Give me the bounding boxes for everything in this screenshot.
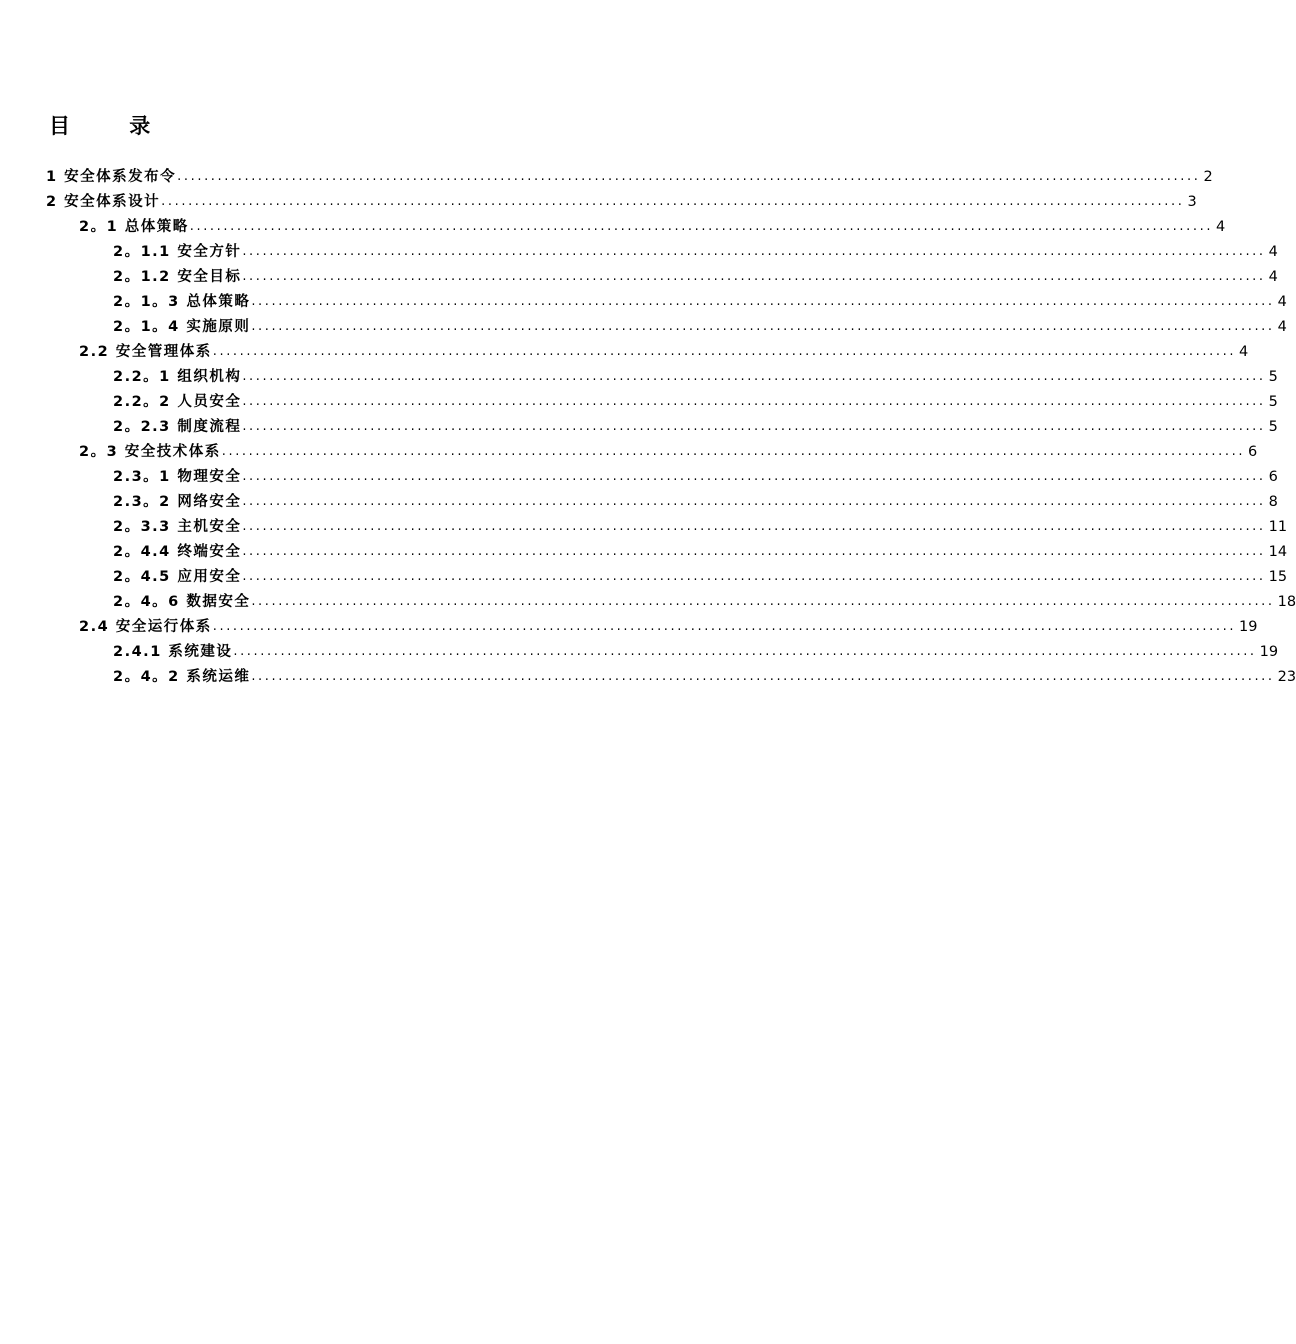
toc-entry[interactable] bbox=[0, 562, 1288, 587]
toc-entry-label: 2。4.5 应用安全 bbox=[113, 569, 242, 585]
toc-dot-leader: ........................................................................................................................................................ bbox=[242, 569, 1266, 584]
toc-entry-label: 1 安全体系发布令 bbox=[46, 169, 177, 185]
toc-entry[interactable] bbox=[0, 387, 1278, 412]
toc-entry[interactable] bbox=[0, 462, 1278, 487]
toc-entry-page: 2 bbox=[1203, 169, 1213, 185]
toc-entry-page: 6 bbox=[1248, 444, 1258, 460]
toc-entry[interactable] bbox=[0, 437, 1258, 462]
toc-dot-leader: ........................................................................................................................................................ bbox=[242, 469, 1266, 484]
toc-title: 目 录 bbox=[49, 114, 177, 138]
toc-entry-page: 23 bbox=[1277, 669, 1296, 685]
toc-entry-label: 2。4.4 终端安全 bbox=[113, 544, 242, 560]
toc-entry[interactable] bbox=[0, 162, 1213, 187]
toc-entry[interactable] bbox=[0, 212, 1226, 237]
toc-entry-page: 4 bbox=[1268, 244, 1278, 260]
toc-dot-leader: ........................................................................................................................................................ bbox=[242, 394, 1266, 409]
toc-entry[interactable] bbox=[0, 637, 1279, 662]
toc-dot-leader: ........................................................................................................................................................ bbox=[242, 494, 1266, 509]
toc-entry[interactable] bbox=[0, 587, 1296, 612]
toc-dot-leader: ........................................................................................................................................................ bbox=[242, 519, 1266, 534]
toc-entry-label: 2。3.3 主机安全 bbox=[113, 519, 242, 535]
toc-dot-leader: ........................................................................................................................................................ bbox=[189, 219, 1214, 234]
toc-entry-label: 2.4 安全运行体系 bbox=[79, 619, 212, 635]
toc-entry-page: 8 bbox=[1268, 494, 1278, 510]
toc-entry[interactable] bbox=[0, 362, 1278, 387]
toc-entry-page: 4 bbox=[1277, 294, 1287, 310]
toc-entry-page: 14 bbox=[1268, 544, 1288, 560]
toc-entry-label: 2。1 总体策略 bbox=[79, 219, 189, 235]
toc-dot-leader: ........................................................................................................................................................ bbox=[212, 619, 1237, 634]
toc-dot-leader: ........................................................................................................................................................ bbox=[251, 669, 1275, 684]
toc-dot-leader: ........................................................................................................................................................ bbox=[242, 269, 1266, 284]
toc-dot-leader: ........................................................................................................................................................ bbox=[242, 544, 1266, 559]
toc-entry-label: 2。4。6 数据安全 bbox=[113, 594, 251, 610]
toc-entry-page: 6 bbox=[1268, 469, 1278, 485]
toc-dot-leader: ........................................................................................................................................................ bbox=[212, 344, 1237, 359]
toc-dot-leader: ........................................................................................................................................................ bbox=[251, 319, 1275, 334]
toc-entry[interactable] bbox=[0, 612, 1258, 637]
toc-dot-leader: ........................................................................................................................................................ bbox=[242, 419, 1266, 434]
toc-entry[interactable] bbox=[0, 337, 1249, 362]
toc-entry[interactable] bbox=[0, 537, 1288, 562]
toc-entry-page: 4 bbox=[1216, 219, 1226, 235]
toc-entry[interactable] bbox=[0, 262, 1278, 287]
toc-entry-label: 2。1.1 安全方针 bbox=[113, 244, 242, 260]
toc-entry-label: 2.4.1 系统建设 bbox=[113, 644, 233, 660]
toc-dot-leader: ........................................................................................................................................................ bbox=[221, 444, 1246, 459]
toc-entry-label: 2 安全体系设计 bbox=[46, 194, 161, 210]
toc-entry-label: 2.2。1 组织机构 bbox=[113, 369, 242, 385]
toc-entry-page: 19 bbox=[1239, 619, 1258, 635]
toc-dot-leader: ........................................................................................................................................................ bbox=[233, 644, 1257, 659]
toc-entry-label: 2.3。1 物理安全 bbox=[113, 469, 242, 485]
toc-entry[interactable] bbox=[0, 312, 1287, 337]
toc-entry-label: 2。2.3 制度流程 bbox=[113, 419, 242, 435]
toc-entry[interactable] bbox=[0, 237, 1278, 262]
toc-entry-page: 4 bbox=[1277, 319, 1287, 335]
toc-dot-leader: ........................................................................................................................................................ bbox=[161, 194, 1185, 209]
toc-entry[interactable] bbox=[0, 487, 1278, 512]
toc-entry-label: 2.2 安全管理体系 bbox=[79, 344, 212, 360]
toc-entry-page: 3 bbox=[1187, 194, 1197, 210]
toc-entry-page: 18 bbox=[1277, 594, 1296, 610]
toc-entry-label: 2。1。3 总体策略 bbox=[113, 294, 251, 310]
toc-entry-label: 2。1。4 实施原则 bbox=[113, 319, 251, 335]
toc-entry[interactable] bbox=[0, 412, 1278, 437]
toc-entry-page: 5 bbox=[1268, 419, 1278, 435]
toc-entry-page: 15 bbox=[1268, 569, 1288, 585]
toc-entry-label: 2。3 安全技术体系 bbox=[79, 444, 221, 460]
toc-entry-label: 2。4。2 系统运维 bbox=[113, 669, 251, 685]
toc-entry-label: 2.3。2 网络安全 bbox=[113, 494, 242, 510]
toc-entry-page: 5 bbox=[1268, 369, 1278, 385]
toc-dot-leader: ........................................................................................................................................................ bbox=[177, 169, 1201, 184]
toc-entry-page: 5 bbox=[1268, 394, 1278, 410]
toc-dot-leader: ........................................................................................................................................................ bbox=[251, 294, 1275, 309]
toc-entry-page: 4 bbox=[1268, 269, 1278, 285]
toc-dot-leader: ........................................................................................................................................................ bbox=[251, 594, 1275, 609]
toc-entry[interactable] bbox=[0, 512, 1288, 537]
toc-dot-leader: ........................................................................................................................................................ bbox=[242, 369, 1266, 384]
toc-entry-page: 11 bbox=[1268, 519, 1288, 535]
toc-list bbox=[0, 162, 1296, 687]
toc-entry-label: 2。1.2 安全目标 bbox=[113, 269, 242, 285]
toc-entry[interactable] bbox=[0, 187, 1197, 212]
toc-entry-page: 19 bbox=[1259, 644, 1279, 660]
toc-dot-leader: ........................................................................................................................................................ bbox=[242, 244, 1266, 259]
toc-entry[interactable] bbox=[0, 287, 1287, 312]
toc-entry[interactable] bbox=[0, 662, 1296, 687]
toc-entry-label: 2.2。2 人员安全 bbox=[113, 394, 242, 410]
toc-entry-page: 4 bbox=[1239, 344, 1249, 360]
